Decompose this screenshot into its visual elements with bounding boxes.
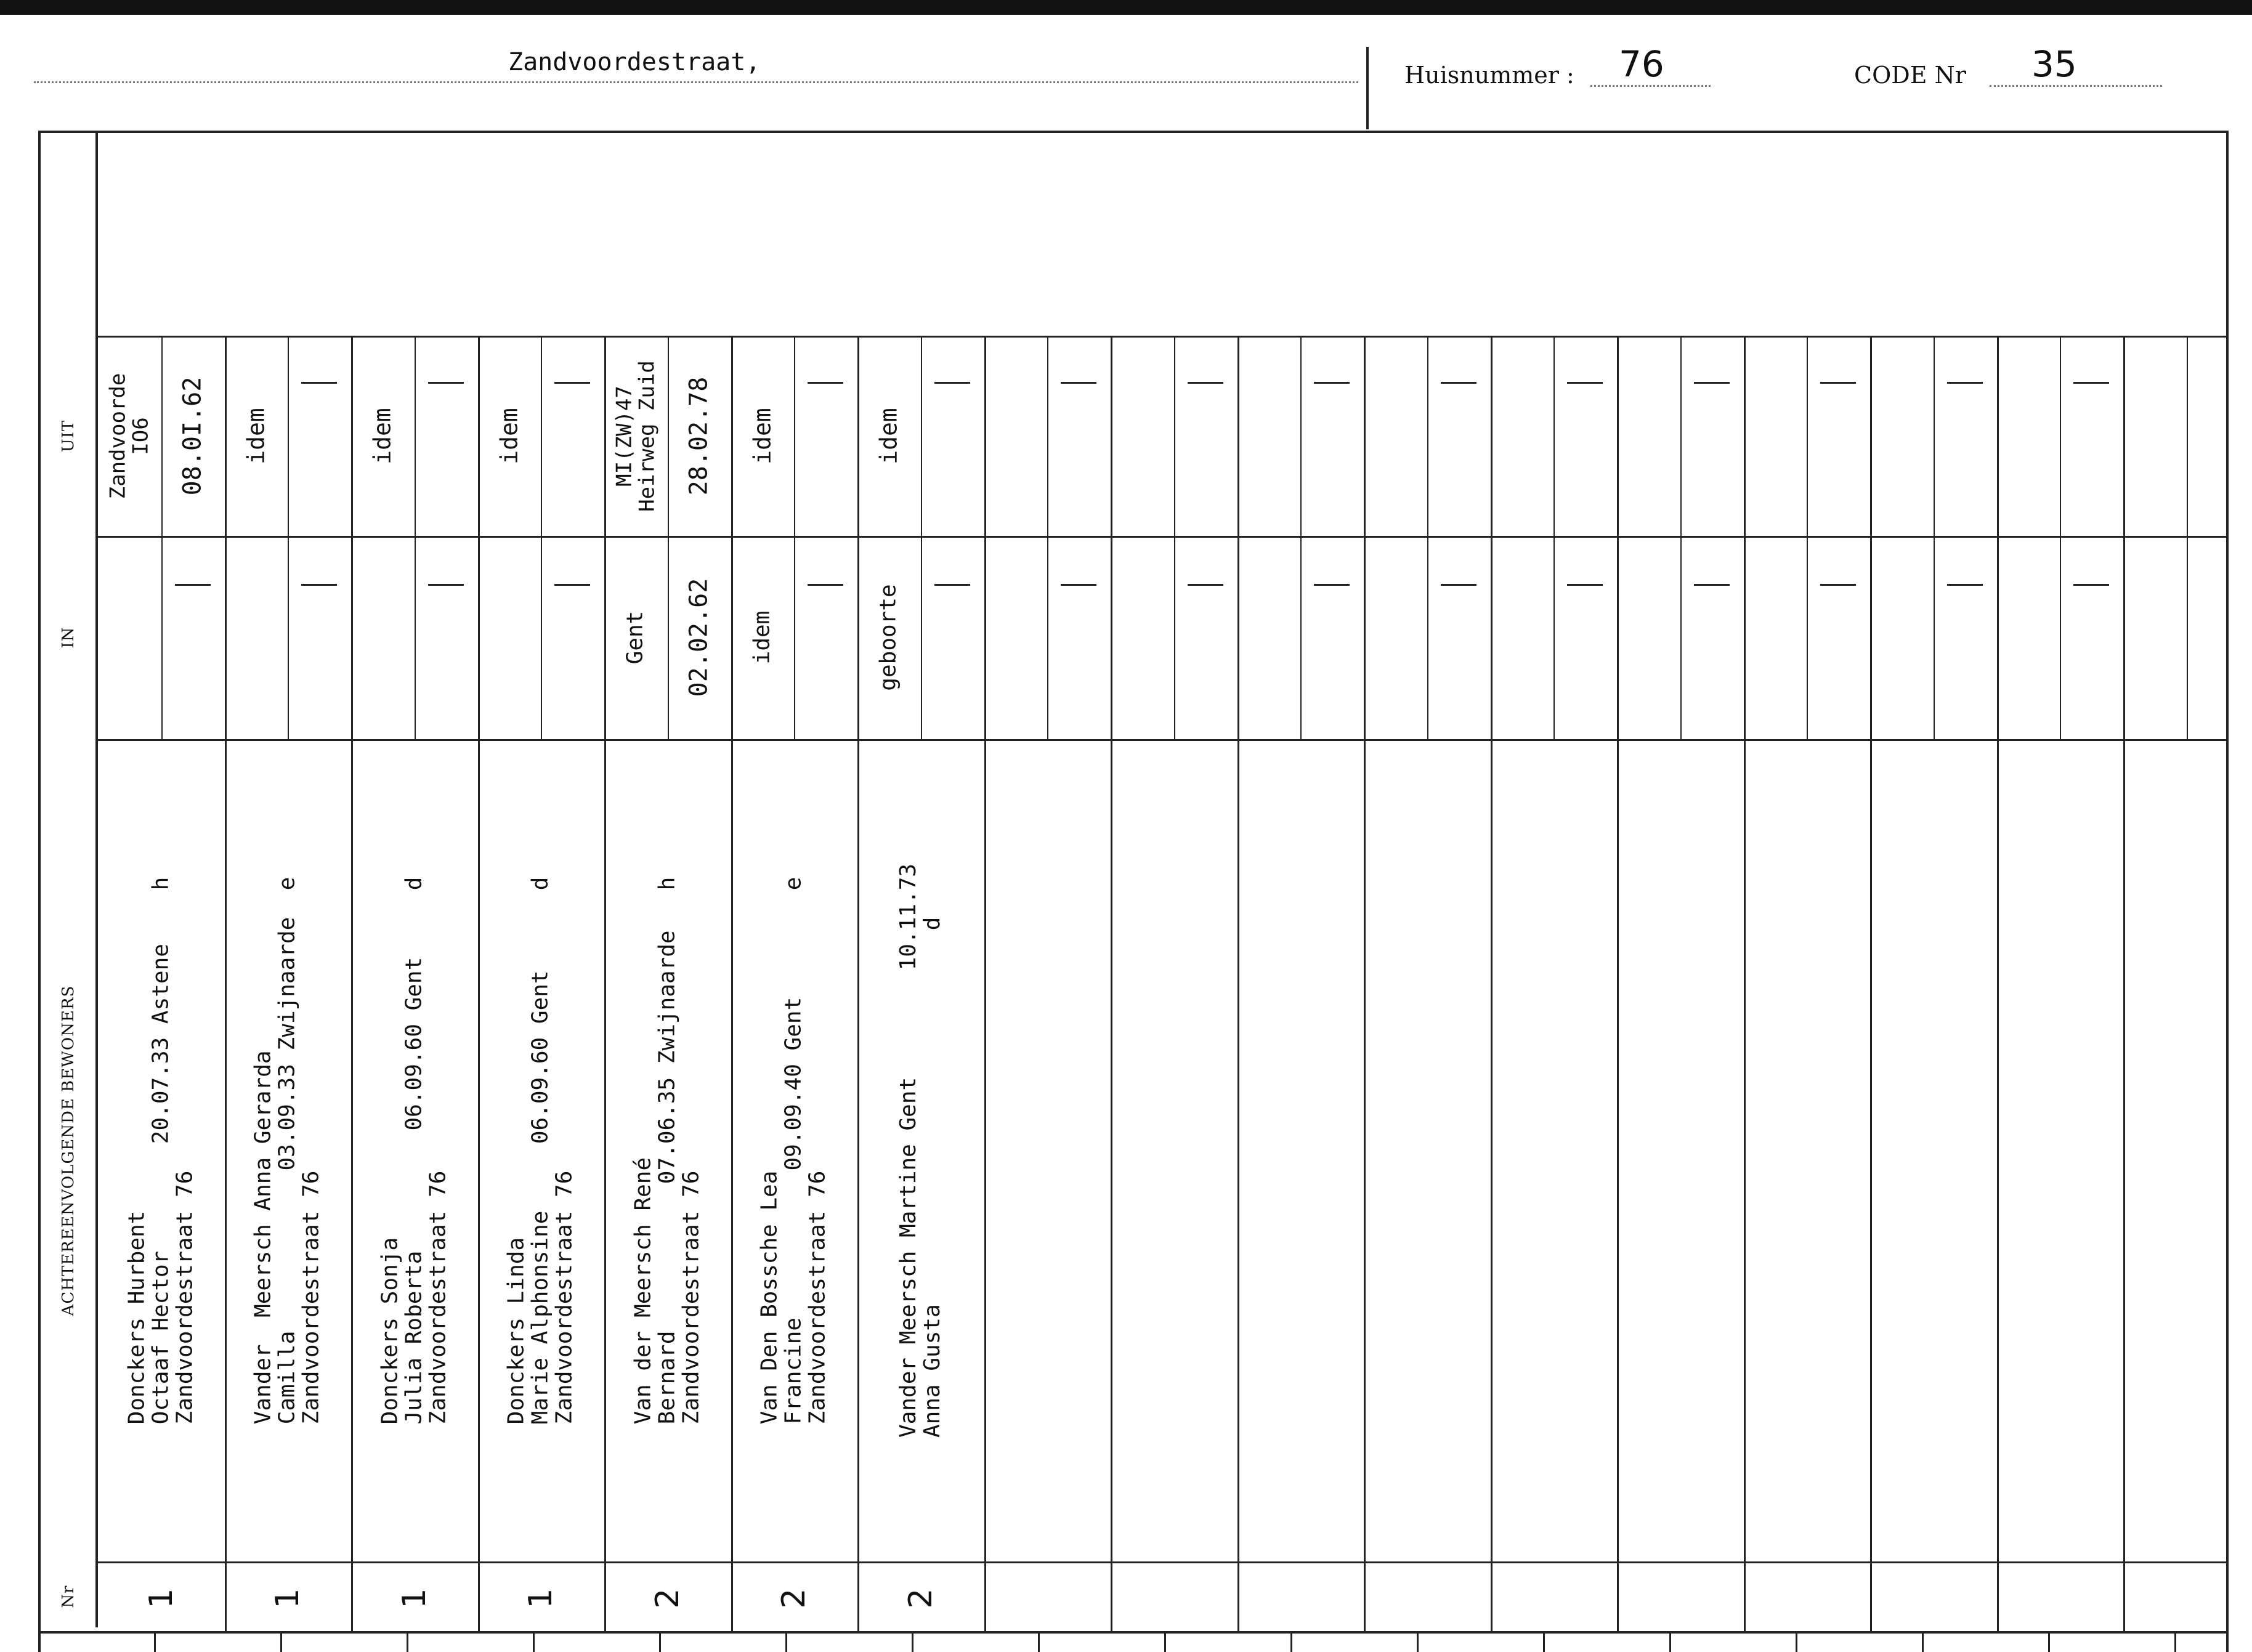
resident-nr: 1: [142, 1588, 180, 1609]
uit-date: 08.0I.62: [178, 376, 207, 495]
uit-empty-dash: [2073, 382, 2109, 384]
street-dotted-line: [34, 81, 1358, 83]
uit-empty-dash: [554, 382, 590, 384]
bottom-tick: [1290, 1634, 1292, 1652]
subcolumn-divider: [415, 336, 416, 739]
in-place: Gent: [622, 610, 648, 665]
uit-date: 28.02.78: [684, 376, 713, 495]
in-place-cell: [857, 536, 921, 739]
uit-empty-dash: [1188, 382, 1223, 384]
in-empty-dash: [808, 584, 843, 586]
resident-nr: 1: [522, 1588, 560, 1609]
code-value: 35: [2031, 43, 2077, 85]
subcolumn-divider: [1174, 336, 1175, 739]
table-bottom-border: [38, 1631, 2229, 1634]
resident-entry-cell: [604, 739, 731, 1561]
bewoners-nr-divider: [95, 1561, 2229, 1563]
bottom-tick: [1543, 1634, 1545, 1652]
in-empty-dash: [428, 584, 464, 586]
column-divider: [1744, 336, 1746, 1631]
resident-entry-cell: [857, 739, 984, 1561]
uit-empty-dash: [1820, 382, 1856, 384]
column-divider: [1617, 336, 1619, 1631]
uit-place-cell: [351, 336, 415, 536]
uit-place-cell: [857, 336, 921, 536]
in-empty-dash: [2073, 584, 2109, 586]
in-date-cell: [668, 536, 731, 739]
uit-place-cell: [604, 336, 668, 536]
subcolumn-divider: [1427, 336, 1428, 739]
uit-place-cell: [225, 336, 288, 536]
bottom-tick: [533, 1634, 535, 1652]
column-divider: [1997, 336, 1999, 1631]
bottom-tick: [2174, 1634, 2176, 1652]
resident-nr: 2: [902, 1588, 939, 1609]
subcolumn-divider: [2060, 336, 2061, 739]
subcolumn-divider: [1934, 336, 1935, 739]
resident-entry: Donckers Sonja Julia Roberta 06.09.60 Gent d Zandvoordestraat 76: [377, 877, 451, 1424]
uit-place: idem: [748, 407, 776, 464]
in-empty-dash: [175, 584, 211, 586]
uit-date-cell: [161, 336, 225, 536]
uit-empty-dash: [428, 382, 464, 384]
resident-entry-cell: [731, 739, 858, 1561]
in-empty-dash: [1441, 584, 1476, 586]
uit-place-cell: [98, 336, 161, 536]
column-divider: [984, 336, 986, 1631]
nr-label: Nr: [59, 1584, 78, 1608]
resident-nr: 2: [649, 1588, 686, 1609]
column-divider: [1111, 336, 1112, 1631]
uit-empty-dash: [1314, 382, 1350, 384]
column-divider: [1364, 336, 1366, 1631]
in-empty-dash: [554, 584, 590, 586]
resident-entry: Vander Meersch Martine Gent 10.11.73 Anna Gusta d: [895, 863, 945, 1438]
uit-empty-dash: [1947, 382, 1983, 384]
resident-nr: 1: [395, 1588, 433, 1609]
bottom-tick: [1417, 1634, 1419, 1652]
in-empty-dash: [934, 584, 970, 586]
bottom-tick: [1164, 1634, 1166, 1652]
subcolumn-divider: [794, 336, 795, 739]
uit-place: MI(ZW)47 Heirweg Zuid: [612, 360, 660, 512]
subcolumn-divider: [1807, 336, 1808, 739]
bottom-tick: [2048, 1634, 2050, 1652]
table-top-border: [38, 131, 2229, 133]
in-empty-dash: [1694, 584, 1730, 586]
code-label: CODE Nr: [1854, 62, 1966, 89]
bottom-tick: [1922, 1634, 1924, 1652]
in-empty-dash: [1061, 584, 1096, 586]
in-date: 02.02.62: [684, 578, 713, 697]
in-empty-dash: [1314, 584, 1350, 586]
subcolumn-divider: [1300, 336, 1302, 739]
uit-empty-dash: [808, 382, 843, 384]
uit-place: idem: [875, 407, 902, 464]
resident-entry-cell: [98, 739, 225, 1561]
huisnummer-value: 76: [1619, 43, 1664, 85]
uit-label-cell: [41, 336, 95, 536]
uit-empty-dash: [934, 382, 970, 384]
bottom-tick: [1669, 1634, 1671, 1652]
bottom-tick: [659, 1634, 661, 1652]
uit-place: idem: [242, 407, 270, 464]
bewoners-label-cell: [41, 739, 95, 1561]
column-divider: [1870, 336, 1872, 1631]
in-empty-dash: [1820, 584, 1856, 586]
uit-empty-dash: [1567, 382, 1603, 384]
column-divider: [1237, 336, 1239, 1631]
huisnummer-label: Huisnummer :: [1404, 62, 1574, 89]
in-place: geboorte: [875, 584, 901, 691]
uit-place: idem: [495, 407, 523, 464]
uit-place-cell: [478, 336, 541, 536]
resident-entry: Van der Meersch René Bernard 07.06.35 Zwijnaarde h Zandvoordestraat 76: [630, 877, 704, 1424]
in-empty-dash: [301, 584, 337, 586]
in-empty-dash: [1188, 584, 1223, 586]
subcolumn-divider: [921, 336, 922, 739]
resident-entry: Van Den Bossche Lea Francine 09.09.40 Gent e Zandvoordestraat 76: [756, 877, 830, 1424]
bottom-tick: [785, 1634, 787, 1652]
bottom-tick: [1796, 1634, 1797, 1652]
bottom-tick: [154, 1634, 156, 1652]
bottom-tick: [1038, 1634, 1040, 1652]
in-empty-dash: [1947, 584, 1983, 586]
uit-date-cell: [668, 336, 731, 536]
resident-entry: Donckers Hurbent Octaaf Hector 20.07.33 Astene h Zandvoordestraat 76: [124, 877, 198, 1424]
uit-empty-dash: [1061, 382, 1096, 384]
in-label: IN: [59, 626, 78, 649]
bottom-tick: [912, 1634, 913, 1652]
huisnummer-dotted-line: [1590, 85, 1711, 87]
uit-empty-dash: [301, 382, 337, 384]
uit-place: Zandvoorde IO6: [105, 373, 153, 499]
subcolumn-divider: [2187, 336, 2188, 739]
uit-place-cell: [731, 336, 795, 536]
subcolumn-divider: [1553, 336, 1555, 739]
table-right-border: [2226, 131, 2229, 1652]
in-place: idem: [749, 610, 775, 665]
in-empty-dash: [1567, 584, 1603, 586]
scan-top-edge: [0, 0, 2252, 15]
uit-empty-dash: [1694, 382, 1730, 384]
resident-entry: Donckers Linda Marie Alphonsine 06.09.60 Gent d Zandvoordestraat 76: [503, 877, 577, 1424]
resident-entry-cell: [351, 739, 478, 1561]
in-label-cell: [41, 536, 95, 739]
subcolumn-divider: [288, 336, 289, 739]
bottom-tick: [407, 1634, 408, 1652]
bewoners-label: ACHTEREENVOLGENDE BEWONERS: [59, 985, 78, 1316]
resident-entry-cell: [478, 739, 605, 1561]
in-place-cell: [604, 536, 668, 739]
subcolumn-divider: [1047, 336, 1048, 739]
resident-nr: 1: [269, 1588, 307, 1609]
column-divider: [1491, 336, 1493, 1631]
resident-nr: 2: [776, 1588, 813, 1609]
subcolumn-divider: [1680, 336, 1682, 739]
subcolumn-divider: [541, 336, 542, 739]
header-divider: [1366, 47, 1369, 129]
street-name: Zandvoordestraat,: [508, 48, 761, 76]
code-dotted-line: [1990, 85, 2162, 87]
resident-entry: Vander Meersch Anna Gerarda Camilla 03.09.33 Zwijnaarde e Zandvoordestraat 76: [250, 877, 324, 1424]
resident-entry-cell: [225, 739, 352, 1561]
column-divider: [2123, 336, 2125, 1631]
nr-label-cell: [41, 1561, 95, 1631]
uit-empty-dash: [1441, 382, 1476, 384]
in-place-cell: [731, 536, 795, 739]
bottom-tick: [280, 1634, 282, 1652]
uit-label: UIT: [59, 419, 78, 452]
uit-place: idem: [368, 407, 396, 464]
